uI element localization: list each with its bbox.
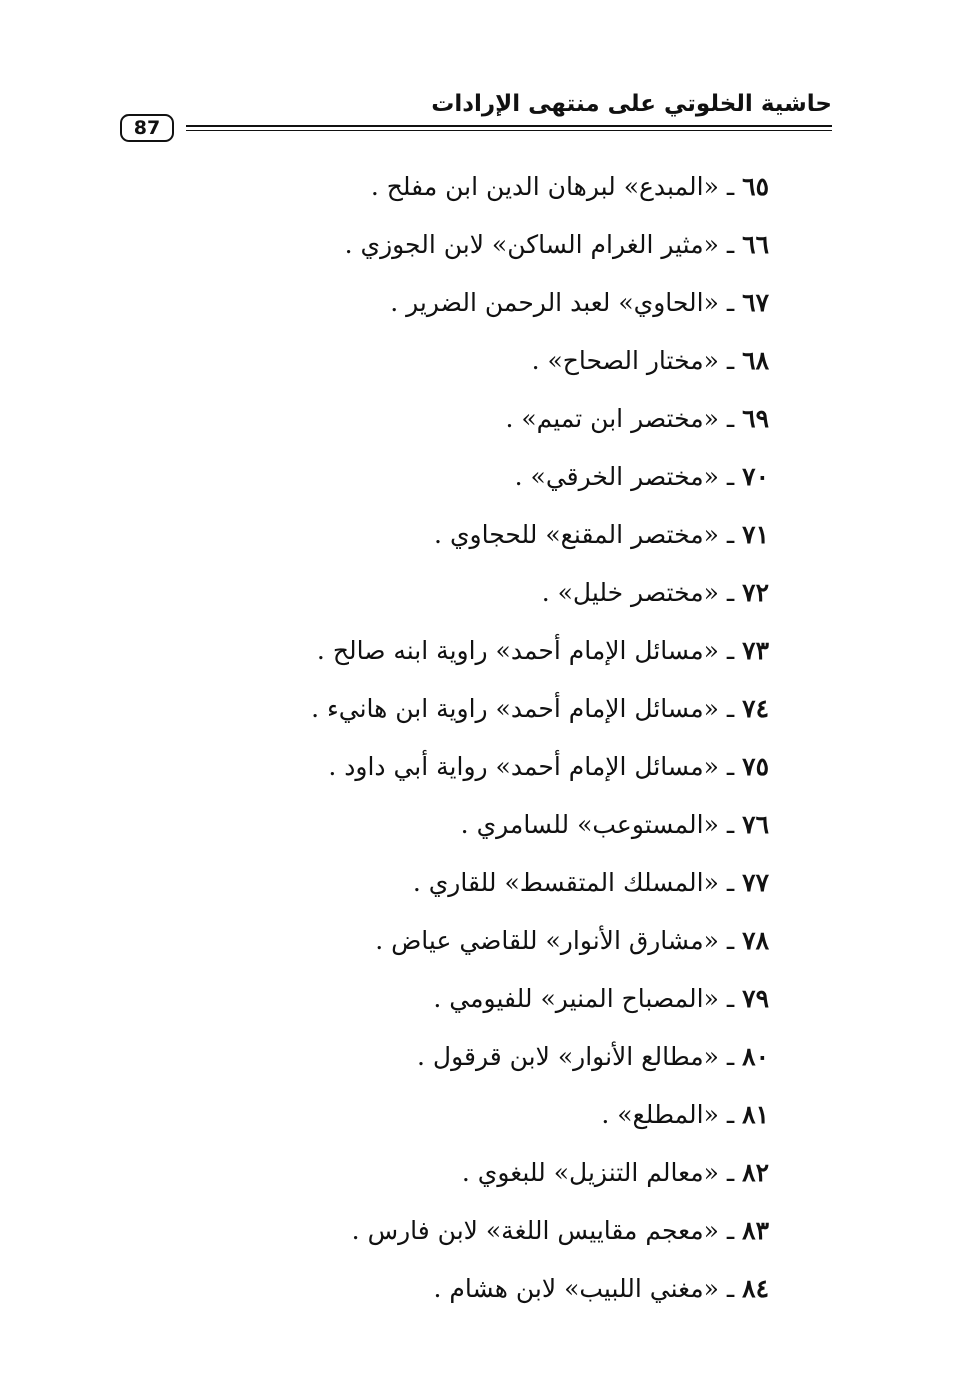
list-item — [169, 1152, 769, 1210]
entry-text: ـ «مسائل الإمام أحمد» رواية أبي داود . — [328, 752, 735, 781]
entry-text: ـ «المطلع» . — [601, 1100, 735, 1129]
entry-number: ٦٧ — [742, 288, 769, 317]
entry-text: ـ «مغني اللبيب» لابن هشام . — [433, 1274, 735, 1303]
list-item — [169, 978, 769, 1036]
entry-text: ـ «مسائل الإمام أحمد» راوية ابنه صالح . — [316, 636, 735, 665]
entry-number: ٦٩ — [742, 404, 769, 433]
list-item — [169, 572, 769, 630]
list-item — [169, 282, 769, 340]
list-item — [169, 746, 769, 804]
list-item — [169, 456, 769, 514]
entry-text: ـ «مشارق الأنوار» للقاضي عياض . — [375, 926, 735, 955]
list-item — [169, 1036, 769, 1094]
entry-number: ٧٥ — [742, 752, 769, 781]
entry-text: ـ «المسلك المتقسط» للقاري . — [412, 868, 735, 897]
entry-text: ـ «مختصر المقنع» للحجاوي . — [434, 520, 735, 549]
entry-text: ـ «مختصر الخرقي» . — [514, 462, 735, 491]
entry-text: ـ «المستوعب» للسامري . — [460, 810, 735, 839]
list-item — [169, 166, 769, 224]
entry-number: ٧٧ — [742, 868, 769, 897]
list-item — [169, 1094, 769, 1152]
entry-number: ٧٩ — [742, 984, 769, 1013]
entry-number: ٦٦ — [742, 230, 769, 259]
entry-text: ـ «المبدع» لبرهان الدين ابن مفلح . — [370, 172, 735, 201]
entry-text: ـ «مختار الصحاح» . — [531, 346, 735, 375]
running-title: حاشية الخلوتي على منتهى الإرادات — [421, 90, 832, 118]
entry-number: ٧٠ — [742, 462, 769, 491]
page-header — [120, 90, 832, 142]
entry-text: ـ «مختصر ابن تميم» . — [505, 404, 735, 433]
list-item — [169, 398, 769, 456]
list-item — [169, 1210, 769, 1268]
entry-number: ٧٣ — [742, 636, 769, 665]
entry-number: ٧٤ — [742, 694, 769, 723]
page-number: 87 — [120, 114, 174, 142]
entry-number: ٨١ — [742, 1100, 769, 1129]
entry-number: ٧٢ — [742, 578, 769, 607]
entry-number: ٨٤ — [742, 1274, 769, 1303]
entry-text: ـ «مثير الغرام الساكن» لابن الجوزي . — [344, 230, 735, 259]
list-item — [169, 630, 769, 688]
entry-text: ـ «معجم مقاييس اللغة» لابن فارس . — [351, 1216, 735, 1245]
entry-number: ٦٥ — [742, 172, 769, 201]
entry-number: ٧١ — [742, 520, 769, 549]
bibliography-list — [169, 166, 769, 1326]
list-item — [169, 1268, 769, 1326]
entry-number: ٨٣ — [742, 1216, 769, 1245]
entry-number: ٦٨ — [742, 346, 769, 375]
entry-number: ٨٠ — [742, 1042, 769, 1071]
entry-text: ـ «مسائل الإمام أحمد» راوية ابن هانيء . — [311, 694, 735, 723]
list-item — [169, 862, 769, 920]
entry-text: ـ «مطالع الأنوار» لابن قرقول . — [417, 1042, 735, 1071]
list-item — [169, 340, 769, 398]
list-item — [169, 804, 769, 862]
list-item — [169, 224, 769, 282]
entry-number: ٧٦ — [742, 810, 769, 839]
list-item — [169, 688, 769, 746]
header-rule — [186, 125, 832, 131]
entry-text: ـ «المصباح المنير» للفيومي . — [433, 984, 735, 1013]
entry-text: ـ «مختصر خليل» . — [541, 578, 735, 607]
list-item — [169, 514, 769, 572]
entry-text: ـ «معالم التنزيل» للبغوي . — [461, 1158, 735, 1187]
entry-number: ٨٢ — [742, 1158, 769, 1187]
entry-number: ٧٨ — [742, 926, 769, 955]
entry-text: ـ «الحاوي» لعبد الرحمن الضرير . — [390, 288, 735, 317]
list-item — [169, 920, 769, 978]
